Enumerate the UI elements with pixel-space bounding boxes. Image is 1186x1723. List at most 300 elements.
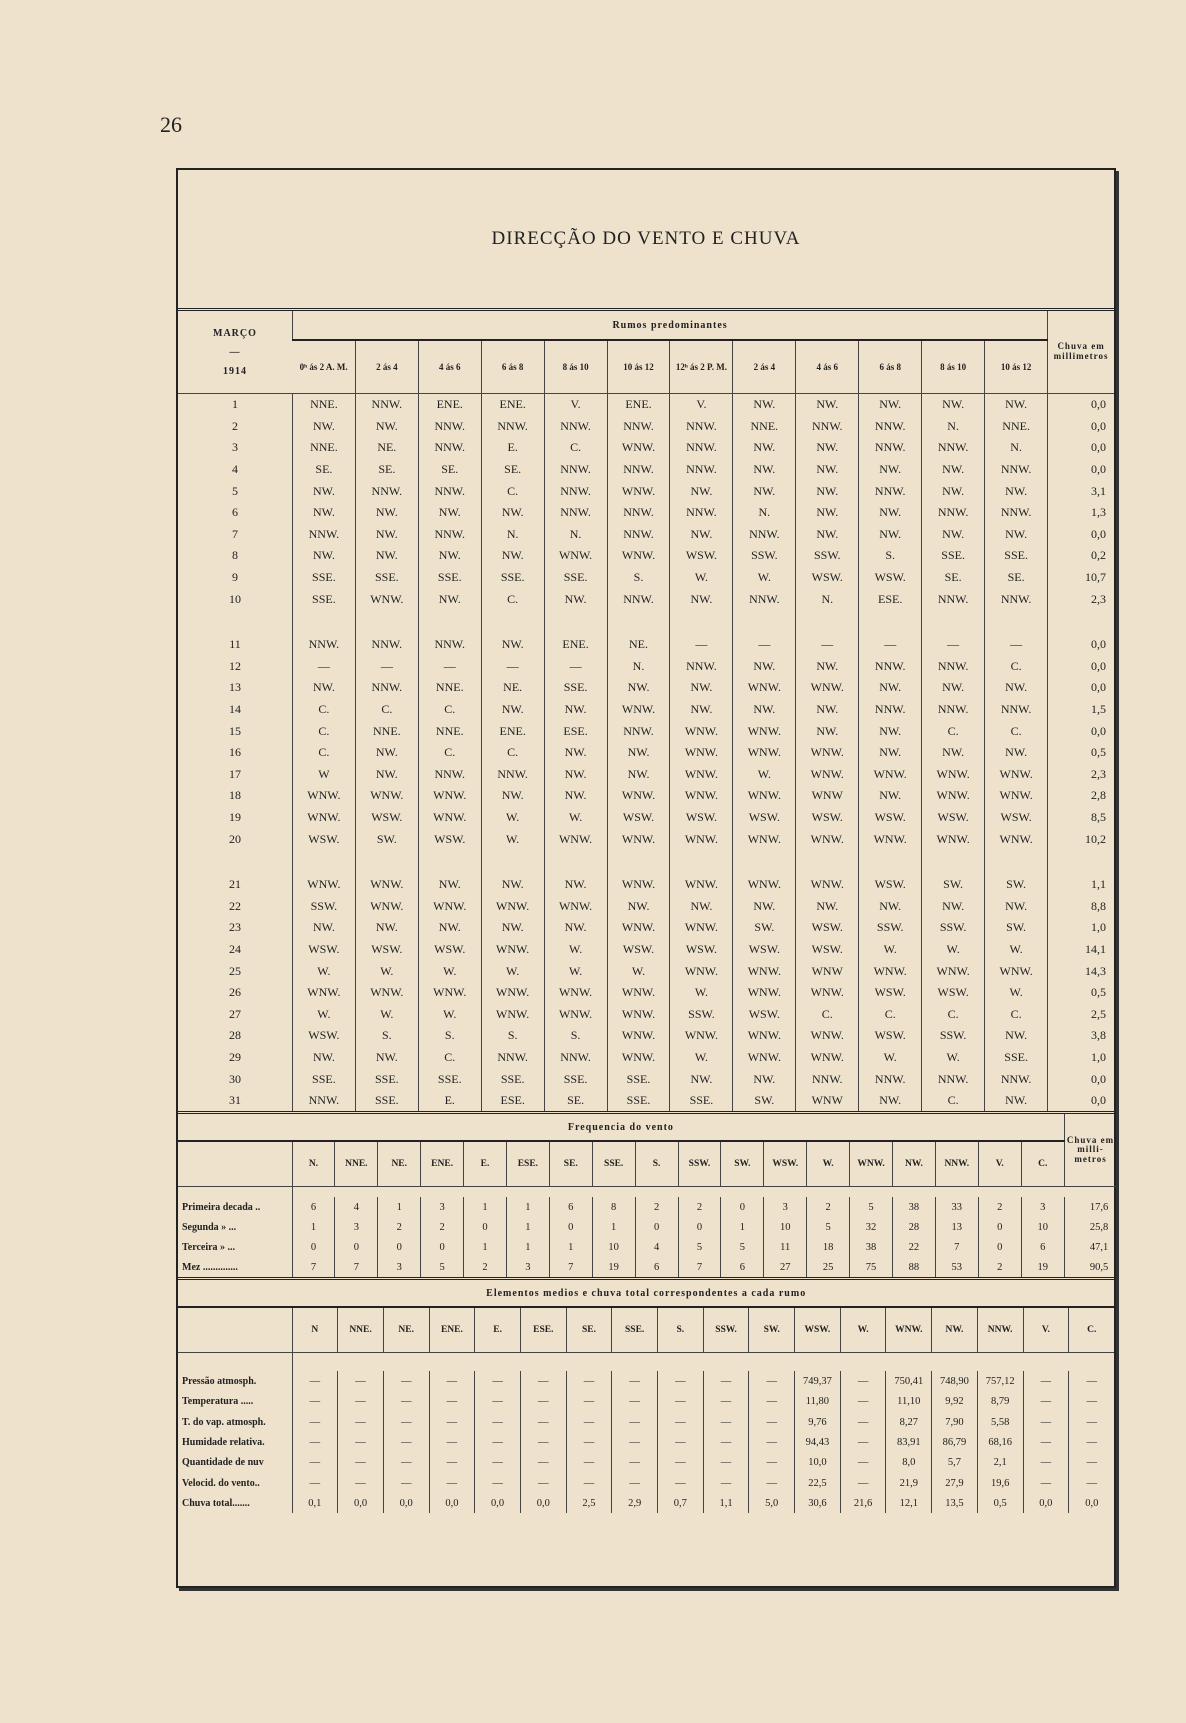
element-cell: — — [703, 1473, 749, 1493]
wind-cell: S. — [481, 1025, 544, 1047]
wind-cell: WNW. — [607, 480, 670, 502]
wind-cell: WSW. — [922, 807, 985, 829]
wind-cell: WSW. — [670, 939, 733, 961]
wind-cell: NNW. — [355, 677, 418, 699]
day-cell: 25 — [228, 963, 241, 978]
wind-cell: NNW. — [292, 1090, 355, 1112]
wind-cell: NNW. — [922, 502, 985, 524]
wind-cell: NW. — [733, 480, 796, 502]
rain-cell: 2,8 — [1048, 785, 1114, 807]
wind-cell: WSW. — [922, 982, 985, 1004]
frequency-cell: 13 — [935, 1217, 978, 1237]
direction-header: NW. — [932, 1307, 978, 1353]
wind-cell: NW. — [670, 588, 733, 610]
wind-cell: NW. — [292, 502, 355, 524]
frequency-cell: 0 — [292, 1237, 335, 1257]
wind-cell: NW. — [292, 480, 355, 502]
wind-cell: WNW. — [796, 764, 859, 786]
element-cell: — — [749, 1432, 795, 1452]
element-cell: — — [520, 1412, 566, 1432]
rain-cell: 2,5 — [1048, 1003, 1114, 1025]
period-header: 10 ás 12 — [985, 340, 1048, 394]
frequency-cell: 2 — [421, 1217, 464, 1237]
month-dash: — — [229, 346, 241, 358]
wind-cell: NW. — [733, 394, 796, 416]
wind-cell: SE. — [355, 459, 418, 481]
wind-cell: W. — [670, 1047, 733, 1069]
wind-cell: NW. — [733, 437, 796, 459]
table-row — [178, 656, 1114, 678]
frequency-cell: 3 — [1021, 1197, 1064, 1217]
element-cell: 8,79 — [977, 1392, 1023, 1412]
frequency-cell: 38 — [892, 1197, 935, 1217]
wind-cell: WNW. — [607, 1025, 670, 1047]
direction-header: W. — [807, 1141, 850, 1187]
frequency-cell: 2 — [635, 1197, 678, 1217]
wind-cell: NW. — [481, 917, 544, 939]
element-cell: 21,6 — [840, 1493, 886, 1513]
wind-cell: W. — [733, 567, 796, 589]
element-cell: — — [429, 1412, 475, 1432]
element-cell: — — [520, 1473, 566, 1493]
wind-cell: NNW. — [922, 1068, 985, 1090]
element-cell: — — [429, 1392, 475, 1412]
rain-cell: 17,6 — [1064, 1197, 1116, 1217]
wind-cell: WNW. — [292, 982, 355, 1004]
wind-cell: NNW. — [481, 416, 544, 438]
wind-cell: ESE. — [859, 588, 922, 610]
wind-cell: NW. — [292, 917, 355, 939]
wind-cell: W. — [481, 828, 544, 850]
wind-cell: NW. — [481, 874, 544, 896]
wind-cell: NW. — [796, 895, 859, 917]
frequency-cell: 6 — [1021, 1237, 1064, 1257]
frequency-cell: 6 — [549, 1197, 592, 1217]
table-row — [178, 1237, 1116, 1257]
direction-header: E. — [464, 1141, 507, 1187]
day-cell: 16 — [228, 745, 241, 760]
wind-direction-table — [178, 311, 1114, 1111]
wind-cell: WNW. — [859, 828, 922, 850]
wind-cell: SW. — [355, 828, 418, 850]
wind-cell: WNW. — [355, 895, 418, 917]
frequency-cell: 25 — [807, 1257, 850, 1277]
frequency-cell: 5 — [807, 1217, 850, 1237]
wind-cell: WNW. — [796, 742, 859, 764]
wind-cell: C. — [418, 699, 481, 721]
day-cell: 5 — [231, 483, 238, 498]
wind-cell: SW. — [985, 874, 1048, 896]
frequency-cell: 1 — [464, 1237, 507, 1257]
day-cell: 19 — [228, 809, 241, 824]
period-header: 2 ás 4 — [733, 340, 796, 394]
wind-cell: C. — [481, 742, 544, 764]
rain-cell: 0,0 — [1048, 1090, 1114, 1112]
wind-cell: NNE. — [733, 416, 796, 438]
wind-cell: NNW. — [859, 416, 922, 438]
wind-cell: SSW. — [292, 895, 355, 917]
wind-cell: WNW. — [670, 785, 733, 807]
frequency-cell: 0 — [978, 1237, 1021, 1257]
wind-cell: WSW. — [733, 939, 796, 961]
period-header: 0ʰ ás 2 A. M. — [292, 340, 355, 394]
table-row — [178, 785, 1114, 807]
wind-cell: WSW. — [733, 807, 796, 829]
frequency-cell: 3 — [764, 1197, 807, 1217]
frequency-cell: 1 — [506, 1197, 549, 1217]
table-row — [178, 874, 1114, 896]
rain-cell: 1,5 — [1048, 699, 1114, 721]
rain-cell: 90,5 — [1064, 1257, 1116, 1277]
wind-cell: WNW. — [418, 895, 481, 917]
wind-cell: NW. — [355, 524, 418, 546]
day-cell: 11 — [229, 637, 241, 652]
wind-cell: WNW. — [418, 785, 481, 807]
wind-cell: NW. — [544, 764, 607, 786]
wind-cell: WNW. — [607, 545, 670, 567]
wind-cell: NNW. — [985, 502, 1048, 524]
wind-cell: S. — [607, 567, 670, 589]
element-cell: 9,92 — [932, 1392, 978, 1412]
rain-cell: 0,5 — [1048, 742, 1114, 764]
wind-cell: WNW. — [733, 828, 796, 850]
wind-cell: NNW. — [796, 416, 859, 438]
wind-cell: C. — [481, 480, 544, 502]
direction-header: NNW. — [935, 1141, 978, 1187]
wind-cell: SSE. — [922, 545, 985, 567]
wind-cell: WSW. — [607, 939, 670, 961]
wind-cell: C. — [985, 1003, 1048, 1025]
day-cell: 18 — [228, 788, 241, 803]
wind-cell: W. — [670, 982, 733, 1004]
element-cell: 750,41 — [886, 1371, 932, 1391]
wind-cell: NNE. — [292, 394, 355, 416]
wind-cell: NW. — [922, 895, 985, 917]
wind-cell: NW. — [292, 1047, 355, 1069]
wind-cell: NNW. — [355, 634, 418, 656]
rain-cell: 0,0 — [1048, 720, 1114, 742]
wind-cell: — — [544, 656, 607, 678]
wind-cell: WNW. — [607, 785, 670, 807]
wind-cell: NW. — [544, 699, 607, 721]
table-row — [178, 828, 1114, 850]
frequency-cell: 10 — [1021, 1217, 1064, 1237]
rain-cell: 0,2 — [1048, 545, 1114, 567]
rain-cell: 1,0 — [1048, 917, 1114, 939]
day-cell: 30 — [228, 1071, 241, 1086]
page-number: 26 — [160, 112, 182, 137]
wind-cell: W. — [418, 960, 481, 982]
wind-cell: WNW. — [607, 1003, 670, 1025]
wind-cell: C. — [418, 742, 481, 764]
wind-cell: WNW. — [859, 960, 922, 982]
rain-cell: 47,1 — [1064, 1237, 1116, 1257]
rain-cell: 0,0 — [1048, 394, 1114, 416]
direction-header: C. — [1069, 1307, 1115, 1353]
element-cell: — — [1023, 1412, 1069, 1432]
wind-cell: SSE. — [985, 545, 1048, 567]
wind-cell: NNW. — [922, 656, 985, 678]
element-cell: — — [658, 1392, 704, 1412]
table-row — [178, 742, 1114, 764]
day-cell: 26 — [228, 985, 241, 1000]
wind-cell: NW. — [859, 459, 922, 481]
day-cell: 24 — [228, 941, 241, 956]
element-cell: — — [338, 1473, 384, 1493]
wind-cell: NNW. — [292, 634, 355, 656]
table-row — [178, 437, 1114, 459]
wind-cell: NNW. — [418, 480, 481, 502]
wind-cell: WNW. — [670, 764, 733, 786]
element-cell: — — [475, 1432, 521, 1452]
wind-cell: S. — [544, 1025, 607, 1047]
frequency-cell: 4 — [635, 1237, 678, 1257]
wind-cell: NW. — [859, 1090, 922, 1112]
wind-cell: WNW — [796, 960, 859, 982]
wind-cell: C. — [985, 720, 1048, 742]
frequency-cell: 10 — [764, 1217, 807, 1237]
wind-cell: WNW. — [733, 960, 796, 982]
wind-cell: SE. — [544, 1090, 607, 1112]
wind-cell: C. — [544, 437, 607, 459]
wind-cell: SSW. — [733, 545, 796, 567]
table-row — [178, 1068, 1114, 1090]
frequency-cell: 53 — [935, 1257, 978, 1277]
element-cell: — — [1023, 1432, 1069, 1452]
element-cell: — — [338, 1412, 384, 1432]
day-cell: 31 — [228, 1093, 241, 1108]
wind-cell: NW. — [544, 917, 607, 939]
element-cell: — — [292, 1412, 338, 1432]
table-row — [178, 394, 1114, 416]
wind-cell: — — [733, 634, 796, 656]
element-cell: 748,90 — [932, 1371, 978, 1391]
table-row — [178, 1003, 1114, 1025]
wind-cell: NW. — [733, 1068, 796, 1090]
frequency-cell: 19 — [592, 1257, 635, 1277]
wind-cell: WNW. — [544, 545, 607, 567]
wind-cell: WNW. — [481, 982, 544, 1004]
wind-cell: NW. — [796, 656, 859, 678]
table-row — [178, 545, 1114, 567]
wind-cell: NW. — [418, 502, 481, 524]
wind-cell: NW. — [922, 480, 985, 502]
wind-cell: NW. — [481, 634, 544, 656]
frequency-cell: 5 — [678, 1237, 721, 1257]
wind-cell: NW. — [292, 416, 355, 438]
wind-cell: NW. — [418, 545, 481, 567]
wind-cell: NW. — [670, 895, 733, 917]
element-cell: 8,0 — [886, 1453, 932, 1473]
wind-cell: SE. — [922, 567, 985, 589]
day-cell: 12 — [228, 658, 241, 673]
direction-header: N. — [292, 1141, 335, 1187]
rain-cell: 8,5 — [1048, 807, 1114, 829]
wind-cell: SSE. — [481, 1068, 544, 1090]
wind-cell: NW. — [607, 895, 670, 917]
table-row — [178, 982, 1114, 1004]
frequency-cell: 1 — [464, 1197, 507, 1217]
wind-cell: WNW. — [544, 828, 607, 850]
row-label: T. do vap. atmosph. — [182, 1416, 266, 1428]
wind-cell: SSW. — [670, 1003, 733, 1025]
year-label: 1914 — [222, 365, 247, 377]
wind-cell: WNW. — [922, 828, 985, 850]
direction-header: V. — [978, 1141, 1021, 1187]
element-cell: — — [292, 1473, 338, 1493]
wind-cell: NNE. — [355, 720, 418, 742]
element-cell: 1,1 — [703, 1493, 749, 1513]
wind-cell: NNW. — [481, 1047, 544, 1069]
wind-cell: W. — [418, 1003, 481, 1025]
wind-cell: NNW. — [985, 588, 1048, 610]
wind-cell: WNW. — [607, 874, 670, 896]
frequency-cell: 2 — [678, 1197, 721, 1217]
frequency-cell: 3 — [421, 1197, 464, 1217]
wind-cell: NW. — [292, 677, 355, 699]
table-row — [178, 502, 1114, 524]
wind-cell: NW. — [670, 524, 733, 546]
wind-cell: NW. — [985, 1025, 1048, 1047]
frequency-cell: 1 — [378, 1197, 421, 1217]
frequency-cell: 0 — [721, 1197, 764, 1217]
frequency-cell: 6 — [292, 1197, 335, 1217]
element-cell: — — [475, 1412, 521, 1432]
wind-cell: WSW. — [859, 567, 922, 589]
wind-cell: NW. — [796, 524, 859, 546]
direction-header: ENE. — [429, 1307, 475, 1353]
wind-cell: NNW. — [607, 502, 670, 524]
wind-cell: W. — [481, 807, 544, 829]
wind-cell: NNE. — [985, 416, 1048, 438]
direction-header: WSW. — [795, 1307, 841, 1353]
wind-cell: NW. — [796, 699, 859, 721]
wind-cell: WNW. — [733, 720, 796, 742]
frequency-cell: 0 — [978, 1217, 1021, 1237]
element-cell: 8,27 — [886, 1412, 932, 1432]
wind-cell: N. — [544, 524, 607, 546]
element-cell: — — [749, 1392, 795, 1412]
wind-cell: ESE. — [544, 720, 607, 742]
element-cell: — — [658, 1473, 704, 1493]
table-row — [178, 1453, 1114, 1473]
wind-cell: W. — [859, 1047, 922, 1069]
wind-cell: WNW. — [292, 874, 355, 896]
row-label: Primeira decada .. — [182, 1201, 261, 1213]
wind-cell: WNW. — [796, 677, 859, 699]
element-cell: — — [383, 1392, 429, 1412]
rain-cell: 0,0 — [1048, 677, 1114, 699]
element-cell: — — [703, 1432, 749, 1452]
wind-cell: WSW. — [796, 917, 859, 939]
frequency-cell: 6 — [721, 1257, 764, 1277]
wind-cell: WNW. — [355, 588, 418, 610]
row-label: Mez .............. — [182, 1261, 238, 1273]
element-cell: 30,6 — [795, 1493, 841, 1513]
wind-cell: WNW. — [670, 742, 733, 764]
wind-cell: NW. — [481, 545, 544, 567]
wind-cell: NW. — [859, 742, 922, 764]
rain-cell: 0,0 — [1048, 459, 1114, 481]
wind-cell: WSW. — [418, 939, 481, 961]
element-cell: — — [566, 1432, 612, 1452]
element-cell: — — [612, 1392, 658, 1412]
wind-cell: NW. — [859, 895, 922, 917]
wind-cell: C. — [922, 1003, 985, 1025]
wind-cell: WSW. — [859, 874, 922, 896]
element-cell: 27,9 — [932, 1473, 978, 1493]
day-cell: 8 — [231, 548, 238, 563]
element-cell: — — [520, 1392, 566, 1412]
day-cell: 14 — [228, 702, 241, 717]
wind-cell: C. — [292, 720, 355, 742]
wind-cell: NNW. — [733, 588, 796, 610]
element-cell: 757,12 — [977, 1371, 1023, 1391]
wind-cell: WNW. — [670, 720, 733, 742]
direction-header: NW. — [892, 1141, 935, 1187]
rain-cell: 10,2 — [1048, 828, 1114, 850]
wind-cell: NNW. — [670, 437, 733, 459]
elements-table — [178, 1277, 1114, 1513]
period-header: 10 ás 12 — [607, 340, 670, 394]
element-cell: — — [566, 1473, 612, 1493]
wind-cell: WNW. — [859, 764, 922, 786]
element-cell: — — [566, 1392, 612, 1412]
direction-header: WSW. — [764, 1141, 807, 1187]
wind-cell: WNW. — [481, 1003, 544, 1025]
wind-cell: S. — [355, 1025, 418, 1047]
frequency-cell: 1 — [506, 1237, 549, 1257]
element-cell: — — [292, 1432, 338, 1452]
element-cell: — — [703, 1371, 749, 1391]
rain-header: Chuva em millimetros — [1048, 311, 1114, 394]
element-cell: — — [1023, 1473, 1069, 1493]
day-cell: 3 — [231, 440, 238, 455]
wind-cell: NW. — [355, 742, 418, 764]
wind-cell: WNW. — [733, 1025, 796, 1047]
wind-cell: — — [859, 634, 922, 656]
wind-cell: WNW — [796, 785, 859, 807]
direction-header: SE. — [549, 1141, 592, 1187]
wind-cell: SSE. — [607, 1068, 670, 1090]
wind-cell: NW. — [481, 785, 544, 807]
wind-cell: WSW. — [607, 807, 670, 829]
wind-cell: NNW. — [418, 416, 481, 438]
rain-cell: 0,5 — [1048, 982, 1114, 1004]
table-row — [178, 677, 1114, 699]
element-cell: — — [566, 1412, 612, 1432]
wind-cell: NW. — [796, 502, 859, 524]
wind-cell: N. — [607, 656, 670, 678]
wind-cell: NW. — [985, 742, 1048, 764]
wind-cell: W. — [355, 1003, 418, 1025]
wind-cell: W. — [859, 939, 922, 961]
element-cell: — — [383, 1432, 429, 1452]
wind-cell: S. — [859, 545, 922, 567]
wind-cell: W. — [481, 960, 544, 982]
wind-cell: WNW. — [292, 807, 355, 829]
wind-cell: WNW. — [733, 785, 796, 807]
wind-cell: NW. — [922, 742, 985, 764]
frequency-cell: 2 — [978, 1197, 1021, 1217]
rain-cell: 10,7 — [1048, 567, 1114, 589]
element-cell: — — [338, 1371, 384, 1391]
elements-title: Elementos medios e chuva total correspondentes a cada rumo — [178, 1279, 1114, 1308]
frequency-title: Frequencia do vento — [178, 1113, 1064, 1142]
wind-cell: V. — [544, 394, 607, 416]
wind-cell: NW. — [481, 502, 544, 524]
element-cell: 749,37 — [795, 1371, 841, 1391]
